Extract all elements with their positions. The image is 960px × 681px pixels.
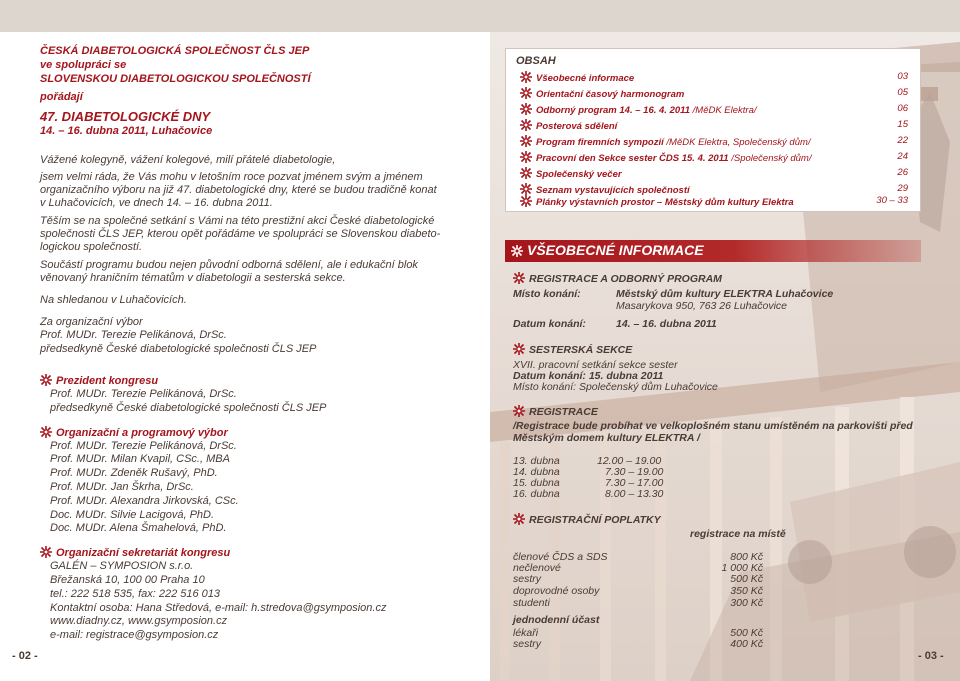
toc-item-page: 05 xyxy=(897,87,908,98)
committee-member: Prof. MUDr. Alexandra Jirkovská, CSc. xyxy=(50,494,239,507)
bullet-star-icon xyxy=(520,151,532,163)
president-line: Prof. MUDr. Terezie Pelikánová, DrSc. xyxy=(50,387,237,400)
signature-line: Za organizační výbor xyxy=(40,315,143,328)
reg-program-heading xyxy=(513,272,722,286)
bullet-star-icon xyxy=(520,119,532,131)
org-line-1: ČESKÁ DIABETOLOGICKÁ SPOLEČNOST ČLS JEP xyxy=(40,45,310,57)
paragraph-2-line: Těším se na společné setkání s Vámi na této prestižní akci České diabetologické xyxy=(40,214,435,227)
place-address: Masarykova 950, 763 26 Luhačovice xyxy=(616,300,788,312)
registration-day: 14. dubna xyxy=(513,466,560,478)
president-heading xyxy=(40,374,455,388)
toc-item[interactable] xyxy=(520,71,908,84)
toc-item-page: 06 xyxy=(897,103,908,114)
registration-time: 12.00 – 19.00 xyxy=(597,455,662,467)
bullet-star-icon xyxy=(511,245,523,257)
fee-price: 400 Kč xyxy=(730,638,763,650)
secretariat-line: GALÉN – SYMPOSION s.r.o. xyxy=(50,560,194,573)
paragraph-1-line: v Luhačovicích, ve dnech 14. – 16. dubna 2011. xyxy=(40,196,273,209)
registration-day: 16. dubna xyxy=(513,488,560,500)
toc-item[interactable] xyxy=(520,119,908,132)
committee-member: Doc. MUDr. Alena Šmahelová, PhD. xyxy=(50,522,227,535)
registration-day: 13. dubna xyxy=(513,455,560,467)
secretariat-line: Břežanská 10, 100 00 Praha 10 xyxy=(50,573,205,586)
toc-item[interactable] xyxy=(520,135,908,148)
fee-price: 800 Kč xyxy=(730,551,763,563)
toc-item[interactable] xyxy=(520,167,908,180)
committee-heading xyxy=(40,426,455,440)
paragraph-1-line: jsem velmi ráda, že Vás mohu v letošním roce pozvat jménem svým a jménem xyxy=(40,170,423,183)
paragraph-1-line: organizačního výboru na již 47. diabetologické dny, které se budou tradičně konat xyxy=(40,183,437,196)
registration-heading-text: REGISTRACE xyxy=(529,406,598,418)
toc-item-page: 22 xyxy=(897,135,908,146)
paragraph-3-line: věnovaný hraničním tématům v diabetologii a sesterská sekce. xyxy=(40,271,346,284)
committee-member: Prof. MUDr. Zdeněk Rušavý, PhD. xyxy=(50,467,218,480)
bullet-star-icon xyxy=(513,343,525,355)
fees-heading-text: REGISTRAČNÍ POPLATKY xyxy=(529,514,661,526)
toc-item-title: Pracovní den Sekce sester ČDS 15. 4. 2011 xyxy=(536,153,729,164)
committee-heading-text: Organizační a programový výbor xyxy=(56,426,228,439)
fee-price: 1 000 Kč xyxy=(721,562,763,574)
fee-price: 500 Kč xyxy=(730,627,763,639)
fee-price: 500 Kč xyxy=(730,573,763,585)
secretariat-line: Kontaktní osoba: Hana Středová, e-mail: h.stredova@gsymposion.cz xyxy=(50,601,387,614)
nurses-heading xyxy=(513,343,632,357)
paragraph-1 xyxy=(40,171,455,210)
section-banner-title: VŠEOBECNÉ INFORMACE xyxy=(527,242,704,258)
toc-item-title: Program firemních sympozií xyxy=(536,137,664,148)
fee-label: studenti xyxy=(513,597,550,609)
paragraph-3 xyxy=(40,259,455,285)
paragraph-2-line: společnosti ČLS JEP, kterou opět pořádáme ve spolupráci se Slovenskou diabeto- xyxy=(40,227,441,240)
registration-time: 7.30 – 17.00 xyxy=(605,477,664,489)
bullet-star-icon xyxy=(520,183,532,195)
fees-heading xyxy=(513,513,661,527)
org-line-4: pořádají xyxy=(40,91,83,104)
toc-item-title: Posterová sdělení xyxy=(536,121,618,132)
president-line: předsedkyně České diabetologické společnosti ČLS JEP xyxy=(50,401,327,414)
committee-member: Prof. MUDr. Jan Škrha, DrSc. xyxy=(50,480,194,493)
event-title: 47. DIABETOLOGICKÉ DNY xyxy=(40,109,211,125)
toc-item-page: 15 xyxy=(897,119,908,130)
committee-member: Prof. MUDr. Milan Kvapil, CSc., MBA xyxy=(50,453,230,466)
paragraph-2 xyxy=(40,215,455,254)
place-label: Místo konání: xyxy=(513,288,581,300)
bullet-star-icon xyxy=(520,71,532,83)
page-number-right: - 03 - xyxy=(918,650,944,662)
bullet-star-icon xyxy=(520,135,532,147)
reg-program-heading-text: REGISTRACE A ODBORNÝ PROGRAM xyxy=(529,273,722,285)
signature-block xyxy=(40,316,455,357)
toc-item-page: 29 xyxy=(897,183,908,194)
toc-item-page: 24 xyxy=(897,151,908,162)
nurses-place: Místo konání: Společenský dům Luhačovice xyxy=(513,381,718,393)
toc-item[interactable] xyxy=(520,87,908,100)
table-of-contents xyxy=(505,48,921,212)
bullet-star-icon xyxy=(520,167,532,179)
goodbye: Na shledanou v Luhačovicích. xyxy=(40,293,187,306)
fee-price: 350 Kč xyxy=(730,585,763,597)
section-banner xyxy=(505,240,921,262)
nurses-date: Datum konání: 15. dubna 2011 xyxy=(513,370,664,382)
date-label: Datum konání: xyxy=(513,318,586,330)
signature-line: Prof. MUDr. Terezie Pelikánová, DrSc. xyxy=(40,329,227,342)
toc-item-page: 30 – 33 xyxy=(876,195,908,206)
registration-heading xyxy=(513,405,598,419)
bullet-star-icon xyxy=(40,546,52,558)
fee-label: členové ČDS a SDS xyxy=(513,551,608,563)
fee-label: sestry xyxy=(513,573,542,585)
toc-item-note: /MěDK Elektra, Společenský dům/ xyxy=(663,137,811,148)
committee-section xyxy=(40,426,455,537)
org-line-2: ve spolupráci se xyxy=(40,58,127,71)
website-link[interactable]: www.diadny.cz, www.gsymposion.cz xyxy=(50,615,228,628)
registration-day: 15. dubna xyxy=(513,477,560,489)
secretariat-heading-text: Organizační sekretariát kongresu xyxy=(56,547,231,560)
signature-line: předsedkyně České diabetologické společnosti ČLS JEP xyxy=(40,343,317,356)
toc-item[interactable] xyxy=(520,103,908,116)
registration-note: Městským domem kultury ELEKTRA / xyxy=(513,432,700,444)
toc-item-title: Všeobecné informace xyxy=(536,73,635,84)
bullet-star-icon xyxy=(513,272,525,284)
committee-member: Doc. MUDr. Silvie Lacigová, PhD. xyxy=(50,508,215,521)
secretariat-heading xyxy=(40,546,455,560)
bullet-star-icon xyxy=(513,513,525,525)
event-date: 14. – 16. dubna 2011, Luhačovice xyxy=(40,125,213,138)
greeting: Vážené kolegyně, vážení kolegové, milí přátelé diabetologie, xyxy=(40,153,336,166)
toc-item-title: Odborný program 14. – 16. 4. 2011 xyxy=(536,105,690,116)
left-page xyxy=(40,44,455,643)
page-number-left: - 02 - xyxy=(12,650,38,662)
fee-label: nečlenové xyxy=(513,562,561,574)
toc-item-page: 03 xyxy=(897,71,908,82)
email-link[interactable]: e-mail: registrace@gsymposion.cz xyxy=(50,629,219,642)
bullet-star-icon xyxy=(40,426,52,438)
bullet-star-icon xyxy=(513,405,525,417)
registration-note: /Registrace bude probíhat ve velkoplošném stanu umístěném na parkovišti před xyxy=(513,420,913,432)
registration-time: 8.00 – 13.30 xyxy=(605,488,664,500)
date-value: 14. – 16. dubna 2011 xyxy=(616,318,717,330)
org-line-3: SLOVENSKOU DIABETOLOGICKOU SPOLEČNOSTÍ xyxy=(40,72,311,85)
fee-label: lékaři xyxy=(513,627,539,639)
bullet-star-icon xyxy=(520,87,532,99)
toc-item-title: Seznam vystavujících společností xyxy=(536,185,690,196)
fee-label: doprovodné osoby xyxy=(513,585,600,597)
toc-item[interactable] xyxy=(520,195,908,208)
toc-title: OBSAH xyxy=(516,55,556,67)
fees-column-header: registrace na místě xyxy=(690,528,786,540)
toc-item-note: /Společenský dům/ xyxy=(728,153,812,164)
toc-item-note: /MěDK Elektra/ xyxy=(690,105,757,116)
bullet-star-icon xyxy=(40,374,52,386)
toc-item-title: Orientační časový harmonogram xyxy=(536,89,685,100)
paragraph-3-line: Součástí programu budou nejen původní odborná sdělení, ale i edukační blok xyxy=(40,258,418,271)
paragraph-2-line: logickou společností. xyxy=(40,240,143,253)
toc-item[interactable] xyxy=(520,151,908,164)
toc-item-page: 26 xyxy=(897,167,908,178)
single-day-heading: jednodenní účast xyxy=(513,614,600,626)
nurses-line: XVII. pracovní setkání sekce sester xyxy=(513,359,678,371)
registration-time: 7.30 – 19.00 xyxy=(605,466,664,478)
top-band xyxy=(0,0,960,32)
bullet-star-icon xyxy=(520,195,532,207)
secretariat-line: tel.: 222 518 535, fax: 222 516 013 xyxy=(50,587,221,600)
secretariat-section xyxy=(40,546,455,643)
fee-price: 300 Kč xyxy=(730,597,763,609)
bullet-star-icon xyxy=(520,103,532,115)
president-heading-text: Prezident kongresu xyxy=(56,374,159,387)
nurses-heading-text: SESTERSKÁ SEKCE xyxy=(529,344,633,356)
toc-item-title: Společenský večer xyxy=(536,169,622,180)
president-section xyxy=(40,374,455,416)
committee-member: Prof. MUDr. Terezie Pelikánová, DrSc. xyxy=(50,439,237,452)
toc-item-title: Plánky výstavních prostor – Městský dům kultury Elektra xyxy=(536,197,794,208)
fee-label: sestry xyxy=(513,638,542,650)
place-name: Městský dům kultury ELEKTRA Luhačovice xyxy=(616,288,834,300)
